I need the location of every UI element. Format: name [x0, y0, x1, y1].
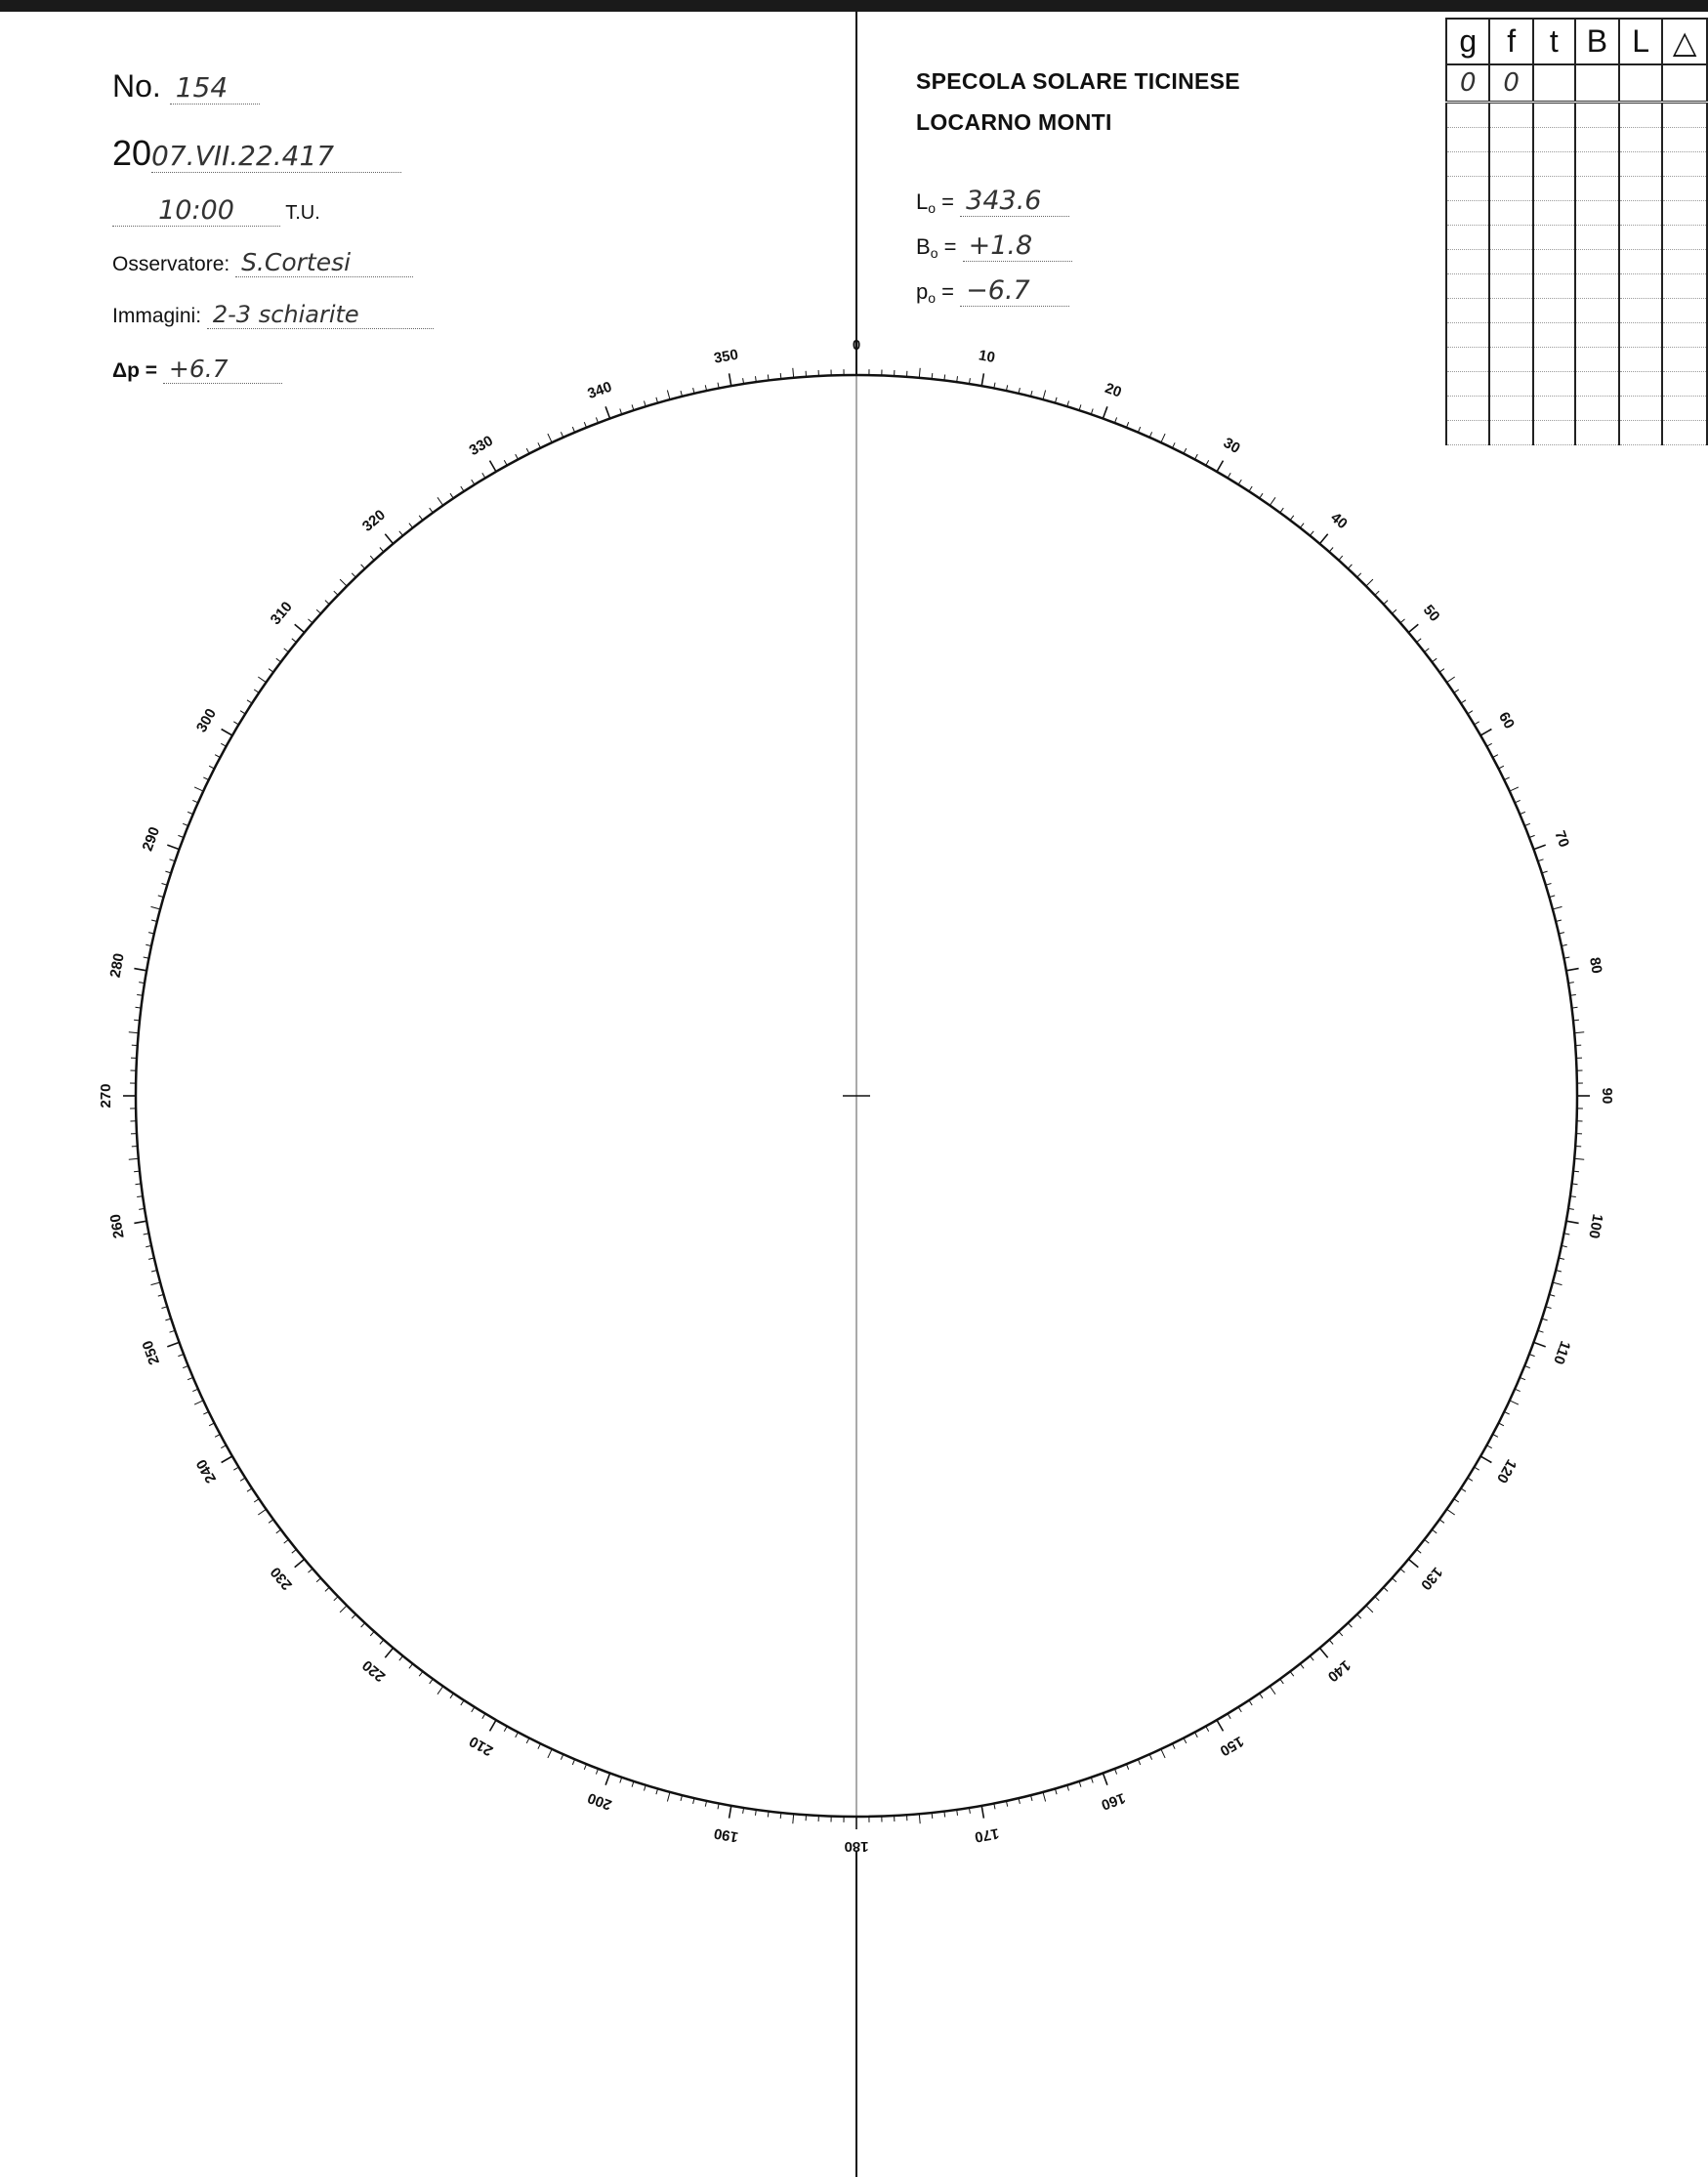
- dial-tick: [1206, 1727, 1209, 1732]
- dial-tick: [1228, 473, 1230, 478]
- observatory-location: LOCARNO MONTI: [916, 109, 1112, 135]
- dial-tick: [667, 1792, 670, 1802]
- dial-tick: [461, 486, 464, 491]
- dial-label: 70: [1551, 828, 1573, 850]
- dial-tick: [1228, 1714, 1230, 1719]
- dial-label: 50: [1419, 602, 1443, 625]
- column-header-b: B: [1575, 19, 1619, 64]
- dial-tick: [1173, 1743, 1176, 1748]
- dial-tick: [538, 1743, 541, 1748]
- dial-tick: [482, 1714, 485, 1719]
- dial-label: 100: [1585, 1212, 1606, 1240]
- dial-tick: [1249, 1700, 1252, 1705]
- param-l0-equals: =: [941, 189, 955, 214]
- dial-tick: [1357, 573, 1361, 577]
- dial-label: 310: [267, 598, 296, 629]
- dial-tick: [380, 1640, 384, 1645]
- dial-tick: [1329, 1640, 1333, 1645]
- dial-tick: [203, 1412, 208, 1415]
- dial-tick: [222, 730, 232, 736]
- dial-tick: [334, 1597, 338, 1601]
- dial-tick: [192, 1389, 198, 1391]
- dial-label: 30: [1220, 434, 1243, 457]
- dial-tick: [1375, 591, 1379, 595]
- dial-label: 190: [712, 1824, 740, 1846]
- dial-tick: [1217, 1720, 1224, 1731]
- dial-tick: [437, 497, 443, 505]
- dial-tick: [981, 1806, 983, 1819]
- param-b0-equals: =: [943, 234, 957, 259]
- dial-label: 250: [139, 1338, 164, 1367]
- dial-tick: [1499, 766, 1504, 769]
- dial-tick: [1573, 1020, 1579, 1021]
- dial-label: 110: [1550, 1338, 1574, 1367]
- dial-tick: [1184, 1738, 1187, 1743]
- dial-tick: [151, 906, 161, 909]
- date-prefix: 20: [112, 133, 152, 173]
- dial-tick: [450, 1694, 453, 1698]
- dial-tick: [1425, 1539, 1430, 1543]
- dial-tick: [385, 534, 393, 544]
- dial-tick: [1149, 432, 1151, 438]
- dial-tick: [1217, 461, 1224, 472]
- dial-label: 330: [466, 432, 496, 460]
- dial-tick: [1566, 969, 1579, 971]
- dial-tick: [1375, 1597, 1379, 1601]
- dial-tick: [516, 454, 519, 459]
- dial-tick: [215, 1435, 220, 1438]
- dial-tick: [222, 1456, 232, 1463]
- dial-tick: [167, 845, 179, 850]
- dial-tick: [340, 579, 347, 586]
- dial-tick: [1366, 1606, 1373, 1612]
- dial-tick: [258, 677, 266, 683]
- dial-tick: [1432, 658, 1437, 662]
- dial-tick: [419, 516, 423, 521]
- param-p0-equals: =: [941, 279, 955, 304]
- dial-label: 0: [852, 336, 861, 354]
- param-b0-field[interactable]: +1.8: [963, 230, 1072, 262]
- dial-tick: [1300, 1664, 1304, 1669]
- dial-tick: [292, 1549, 297, 1553]
- dial-tick: [1173, 442, 1176, 447]
- dial-tick: [399, 1656, 403, 1661]
- dial-tick: [1461, 1488, 1466, 1491]
- dial-tick: [325, 1587, 329, 1591]
- dial-tick: [203, 777, 208, 780]
- dial-tick: [194, 787, 203, 791]
- record-number-label: No.: [112, 68, 161, 104]
- dial-tick: [325, 601, 329, 605]
- dial-tick: [1043, 1792, 1046, 1802]
- dial-tick: [240, 711, 245, 714]
- dial-tick: [1447, 1509, 1455, 1515]
- table-cell-g[interactable]: 0: [1446, 64, 1489, 103]
- dial-tick: [247, 700, 252, 703]
- dial-tick: [461, 1700, 464, 1705]
- dial-tick: [1432, 1529, 1437, 1533]
- dial-tick: [361, 1623, 365, 1627]
- dial-tick: [729, 1806, 731, 1819]
- dial-tick: [399, 531, 403, 536]
- dial-label: 260: [106, 1212, 128, 1240]
- dial-tick: [254, 690, 259, 692]
- dial-tick: [1515, 1389, 1521, 1391]
- dial-label: 210: [466, 1732, 496, 1760]
- dial-tick: [340, 1606, 347, 1612]
- dial-tick: [233, 722, 238, 725]
- column-header-t: t: [1533, 19, 1575, 64]
- dial-tick: [1480, 730, 1491, 736]
- dial-label: 160: [1099, 1788, 1128, 1814]
- dial-tick: [1043, 391, 1046, 400]
- dial-label: 40: [1327, 509, 1351, 533]
- dial-tick: [1290, 516, 1294, 521]
- dial-label: 170: [973, 1824, 1001, 1846]
- dial-tick: [1357, 1614, 1361, 1618]
- column-header-l: L: [1619, 19, 1662, 64]
- dial-tick: [1392, 1578, 1396, 1582]
- dial-tick: [1553, 906, 1562, 909]
- dial-tick: [516, 1733, 519, 1737]
- dial-tick: [1103, 406, 1107, 418]
- record-number-field[interactable]: 154: [170, 71, 260, 105]
- dial-tick: [1487, 743, 1492, 746]
- dial-tick: [284, 649, 289, 652]
- observer-label: Osservatore:: [112, 253, 230, 275]
- dial-tick: [380, 548, 384, 553]
- dial-tick: [1270, 1687, 1275, 1695]
- dial-tick: [192, 800, 198, 802]
- dial-tick: [932, 1813, 933, 1819]
- dial-tick: [209, 1423, 214, 1426]
- dial-tick: [151, 1282, 161, 1285]
- dial-tick: [1290, 1671, 1294, 1676]
- dial-tick: [295, 624, 305, 632]
- dial-tick: [309, 619, 313, 623]
- dial-label: 230: [267, 1563, 296, 1594]
- dial-tick: [1270, 497, 1275, 505]
- dial-tick: [1184, 448, 1187, 453]
- dial-tick: [490, 1720, 497, 1731]
- dial-tick: [1348, 565, 1352, 568]
- dial-tick: [1195, 1733, 1198, 1737]
- dial-tick: [134, 969, 146, 971]
- dial-tick: [409, 1664, 413, 1669]
- dial-tick: [780, 1813, 781, 1819]
- dial-label: 90: [1599, 1087, 1616, 1105]
- dial-tick: [1574, 1158, 1584, 1159]
- dial-tick: [548, 1749, 552, 1758]
- param-l0-subscript: o: [928, 200, 937, 216]
- dial-tick: [269, 669, 273, 673]
- dial-tick: [258, 1509, 266, 1515]
- dial-tick: [1280, 508, 1284, 513]
- dial-tick: [1195, 454, 1198, 459]
- dial-tick: [1468, 1478, 1473, 1481]
- dial-tick: [370, 1631, 374, 1636]
- dial-tick: [1366, 579, 1373, 586]
- dial-tick: [526, 1738, 529, 1743]
- dial-tick: [472, 480, 475, 484]
- dial-tick: [1206, 460, 1209, 465]
- dial-tick: [1553, 1282, 1562, 1285]
- dial-tick: [490, 461, 497, 472]
- dial-tick: [1515, 800, 1521, 802]
- dial-label: 200: [585, 1788, 614, 1814]
- dial-tick: [1310, 1656, 1313, 1661]
- dial-label: 150: [1217, 1732, 1247, 1760]
- dial-tick: [1238, 480, 1241, 484]
- column-header-delta: △: [1662, 19, 1707, 64]
- dial-tick: [352, 1614, 355, 1618]
- time-field[interactable]: 10:00: [112, 195, 280, 227]
- dial-tick: [1161, 434, 1165, 442]
- dial-tick: [561, 1754, 562, 1760]
- dial-tick: [221, 1445, 226, 1448]
- dial-tick: [1339, 556, 1343, 561]
- dial-tick: [167, 1342, 179, 1347]
- dial-tick: [1238, 1707, 1241, 1712]
- dial-tick: [1417, 639, 1422, 643]
- dial-tick: [1534, 845, 1546, 850]
- dial-label: 320: [358, 506, 390, 535]
- dial-tick: [793, 368, 794, 378]
- dial-tick: [129, 1158, 139, 1159]
- dial-tick: [561, 432, 562, 438]
- dial-tick: [1487, 1445, 1492, 1448]
- dial-tick: [134, 1020, 140, 1021]
- dial-tick: [385, 1648, 393, 1657]
- dial-tick: [1260, 493, 1263, 498]
- dial-tick: [1400, 619, 1405, 623]
- dial-tick: [526, 448, 529, 453]
- dial-tick: [1384, 601, 1388, 605]
- dial-tick: [1454, 690, 1459, 692]
- param-b0-subscript: o: [930, 245, 938, 261]
- dial-tick: [981, 373, 983, 386]
- dial-label: 60: [1495, 709, 1519, 733]
- dial-tick: [919, 368, 920, 378]
- dial-tick: [1400, 1569, 1405, 1572]
- dial-tick: [1348, 1623, 1352, 1627]
- dial-tick: [316, 609, 321, 613]
- dial-tick: [605, 1774, 610, 1785]
- dial-tick: [437, 1687, 443, 1695]
- dial-tick: [1510, 787, 1519, 791]
- dial-tick: [1319, 534, 1327, 544]
- dial-tick: [254, 1499, 259, 1502]
- dial-tick: [504, 460, 507, 465]
- dial-tick: [1504, 1412, 1509, 1415]
- dial-tick: [292, 639, 297, 643]
- dial-label: 270: [97, 1083, 114, 1109]
- dial-tick: [1468, 711, 1473, 714]
- images-field[interactable]: 2-3 schiarite: [207, 301, 434, 329]
- dial-tick: [482, 473, 485, 478]
- dial-tick: [1439, 1520, 1444, 1524]
- dial-tick: [1504, 777, 1509, 780]
- dial-tick: [1319, 1648, 1327, 1657]
- param-p0-subscript: o: [928, 290, 937, 306]
- dial-tick: [1499, 1423, 1504, 1426]
- dial-tick: [134, 1221, 146, 1223]
- dial-tick: [221, 743, 226, 746]
- dial-tick: [1573, 1171, 1579, 1172]
- dial-label: 340: [585, 378, 614, 403]
- dial-tick: [605, 406, 610, 418]
- dial-tick: [370, 556, 374, 561]
- dial-label: 80: [1586, 955, 1605, 976]
- dial-tick: [1493, 1435, 1498, 1438]
- dial-tick: [284, 1539, 289, 1543]
- dial-tick: [316, 1578, 321, 1582]
- dial-tick: [1475, 1467, 1479, 1470]
- dial-tick: [1574, 1032, 1584, 1033]
- dial-tick: [1480, 1456, 1491, 1463]
- dial-tick: [430, 1679, 434, 1684]
- dial-tick: [793, 1814, 794, 1823]
- observer-field[interactable]: S.Cortesi: [235, 248, 413, 277]
- param-p0-field[interactable]: −6.7: [960, 275, 1069, 307]
- dial-tick: [194, 1401, 203, 1404]
- dial-tick: [1461, 700, 1466, 703]
- dial-tick: [1417, 1549, 1422, 1553]
- dial-tick: [1408, 1559, 1418, 1567]
- dial-tick: [1249, 486, 1252, 491]
- dial-tick: [548, 434, 552, 442]
- dial-tick: [295, 1559, 305, 1567]
- dial-tick: [729, 373, 731, 386]
- images-label: Immagini:: [112, 305, 202, 327]
- dial-tick: [247, 1488, 252, 1491]
- dial-tick: [1161, 1749, 1165, 1758]
- dial-label: 180: [844, 1838, 869, 1856]
- dial-tick: [538, 442, 541, 447]
- dial-label: 20: [1103, 379, 1124, 401]
- dial-tick: [430, 508, 434, 513]
- dial-tick: [1566, 1221, 1579, 1223]
- param-l0-symbol: L: [916, 189, 929, 214]
- dial-tick: [667, 391, 670, 400]
- dial-tick: [352, 573, 355, 577]
- dial-tick: [1300, 523, 1304, 528]
- dial-tick: [309, 1569, 313, 1572]
- dial-tick: [1534, 1342, 1546, 1347]
- dial-tick: [134, 1171, 140, 1172]
- dial-tick: [1392, 609, 1396, 613]
- dial-label: 300: [192, 705, 221, 735]
- dial-tick: [276, 1529, 281, 1533]
- dial-tick: [1384, 1587, 1388, 1591]
- dial-tick: [1447, 677, 1455, 683]
- dial-label: 220: [358, 1656, 390, 1686]
- dial-label: 350: [712, 346, 740, 367]
- column-header-f: f: [1489, 19, 1532, 64]
- dial-tick: [269, 1520, 273, 1524]
- dial-label: 130: [1417, 1563, 1446, 1594]
- table-cell-f[interactable]: 0: [1489, 64, 1532, 103]
- param-p0-symbol: p: [916, 279, 929, 304]
- time-unit-label: T.U.: [285, 202, 320, 224]
- dial-tick: [472, 1707, 475, 1712]
- param-b0-symbol: B: [916, 234, 931, 259]
- dial-tick: [1425, 649, 1430, 652]
- dial-tick: [450, 493, 453, 498]
- dial-tick: [1454, 1499, 1459, 1502]
- dial-tick: [1493, 755, 1498, 758]
- column-header-g: g: [1446, 19, 1489, 64]
- dial-tick: [1475, 722, 1479, 725]
- dial-tick: [1260, 1694, 1263, 1698]
- dial-label: 280: [106, 951, 128, 980]
- dial-label: 10: [977, 347, 997, 366]
- dial-tick: [1439, 669, 1444, 673]
- dial-tick: [361, 565, 365, 568]
- dial-tick: [240, 1478, 245, 1481]
- dial-tick: [1280, 1679, 1284, 1684]
- dial-tick: [1339, 1631, 1343, 1636]
- dial-tick: [419, 1671, 423, 1676]
- dial-label: 240: [192, 1456, 221, 1486]
- dial-tick: [215, 755, 220, 758]
- dial-tick: [276, 658, 281, 662]
- observatory-name: SPECOLA SOLARE TICINESE: [916, 68, 1240, 94]
- dial-label: 290: [139, 824, 164, 854]
- dial-tick: [1329, 548, 1333, 553]
- dial-tick: [780, 373, 781, 379]
- dial-tick: [1510, 1401, 1519, 1404]
- dial-tick: [504, 1727, 507, 1732]
- dial-label: 120: [1492, 1456, 1521, 1486]
- dial-tick: [1408, 624, 1418, 632]
- dial-tick: [919, 1814, 920, 1823]
- delta-p-label: Δp =: [112, 359, 158, 382]
- dial-tick: [209, 766, 214, 769]
- dial-label: 140: [1323, 1656, 1354, 1686]
- param-l0-field[interactable]: 343.6: [960, 186, 1069, 217]
- dial-tick: [1149, 1754, 1151, 1760]
- dial-tick: [932, 373, 933, 379]
- dial-tick: [233, 1467, 238, 1470]
- delta-p-field[interactable]: +6.7: [163, 355, 282, 384]
- dial-tick: [1103, 1774, 1107, 1785]
- dial-tick: [334, 591, 338, 595]
- dial-tick: [409, 523, 413, 528]
- dial-tick: [1310, 531, 1313, 536]
- date-field[interactable]: 07.VII.22.417: [151, 140, 401, 173]
- dial-tick: [129, 1032, 139, 1033]
